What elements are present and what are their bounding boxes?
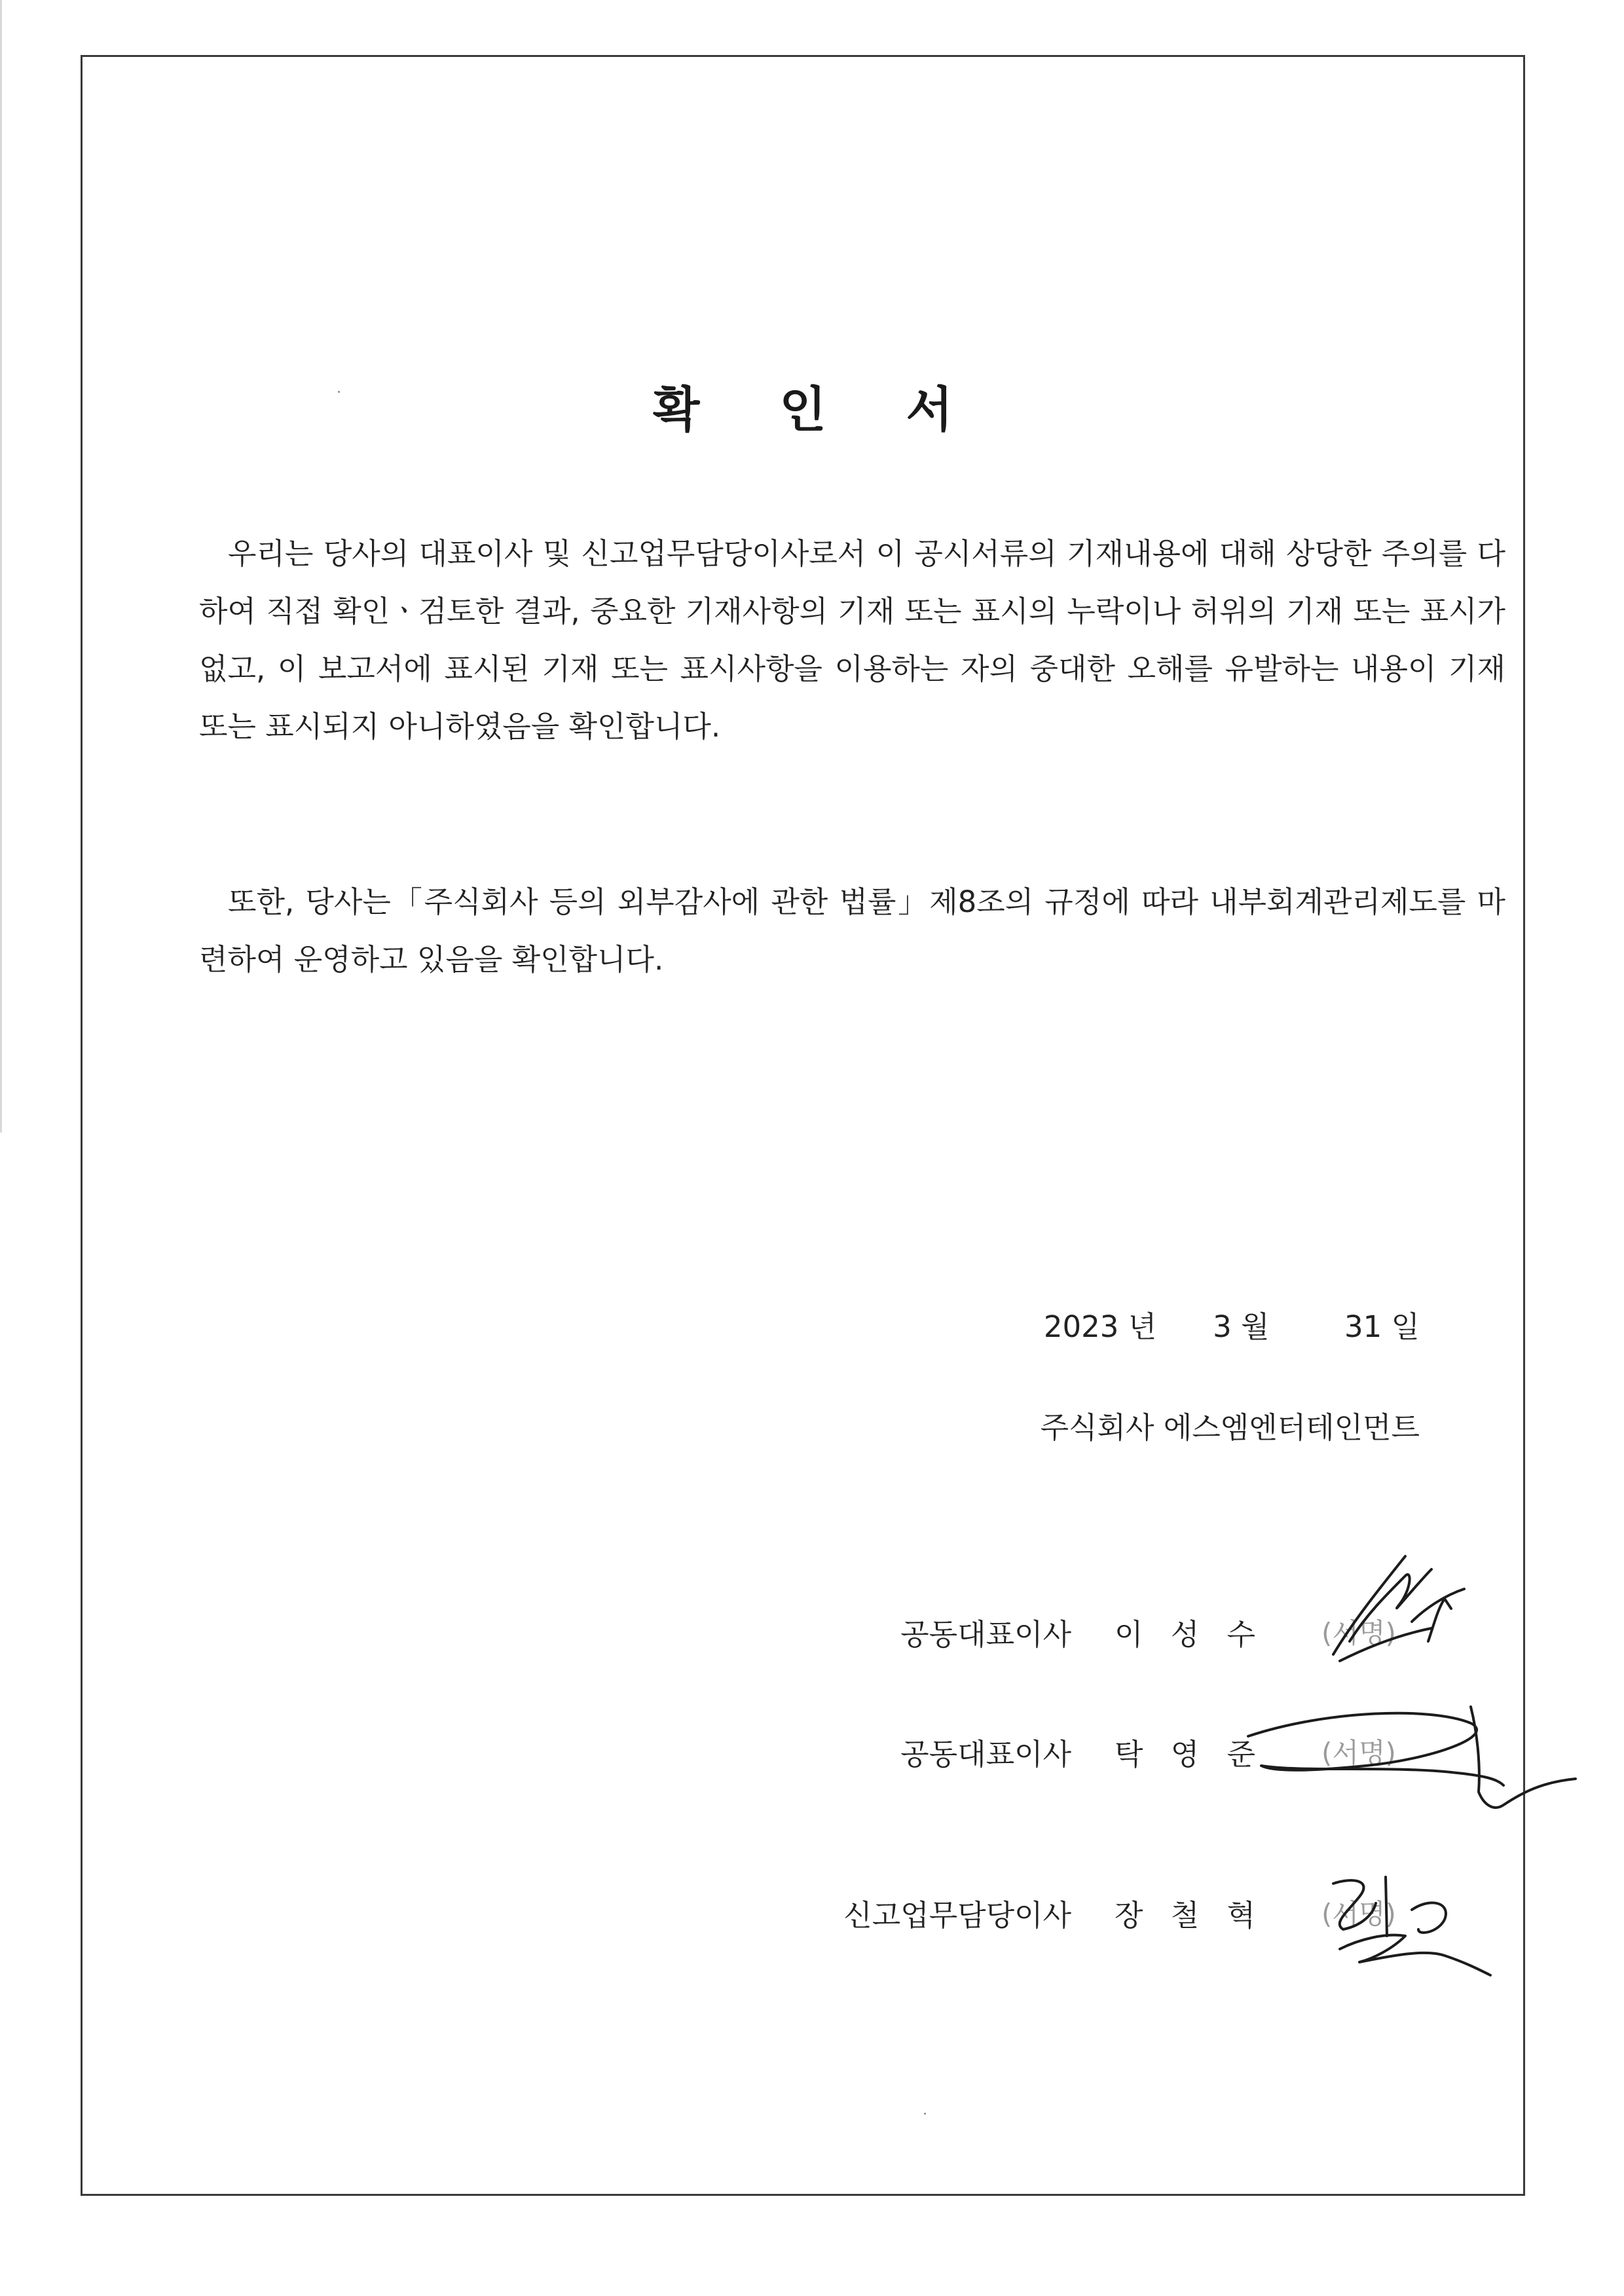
date-year-unit: 년 bbox=[1128, 1309, 1157, 1344]
signatory-role: 공동대표이사 bbox=[900, 1617, 1071, 1652]
handwritten-signature-3 bbox=[1314, 1857, 1536, 1988]
document-date bbox=[1044, 1303, 1420, 1345]
signature-placeholder: (서명) bbox=[1321, 1737, 1396, 1769]
date-month: 3 bbox=[1213, 1309, 1232, 1344]
document-frame bbox=[81, 55, 1525, 2196]
internal-control-paragraph: 또한, 당사는「주식회사 등의 외부감사에 관한 법률」제8조의 규정에 따라 내부회계관리제도를 마련하여 운영하고 있음을 확인합니다. bbox=[199, 884, 1505, 977]
signatory-name: 이 성 수 bbox=[1115, 1617, 1265, 1652]
handwritten-signature-2 bbox=[1235, 1674, 1602, 1831]
signature-placeholder: (서명) bbox=[1321, 1898, 1396, 1930]
handwritten-signature-1 bbox=[1314, 1543, 1471, 1687]
signatory-name: 탁 영 준 bbox=[1115, 1737, 1265, 1772]
scan-edge bbox=[0, 0, 2, 1133]
company-name: 주식회사 에스엠엔터테인먼트 bbox=[1040, 1410, 1420, 1445]
signatory-name: 장 철 혁 bbox=[1115, 1898, 1265, 1933]
confirmation-paragraph: 우리는 당사의 대표이사 및 신고업무담당이사로서 이 공시서류의 기재내용에 대해 상당한 주의를 다하여 직접 확인ㆍ검토한 결과, 중요한 기재사항의 기재 또는 표시의 누락이나 허위의 기재 또는 표시가 없고, 이 보고서에 표시된 기재 또는 표시사항을 이용하는 자의 중대한 오해를 유발하는 내용이 기재 또는 표시되지 아니하였음을 확인합니다. bbox=[199, 536, 1505, 744]
signatory-role: 신고업무담당이사 bbox=[843, 1898, 1071, 1933]
document-title: 확 인 서 bbox=[653, 382, 984, 438]
scan-speck bbox=[924, 2113, 926, 2115]
signatory-row bbox=[83, 1604, 1523, 1656]
signature-placeholder: (서명) bbox=[1321, 1617, 1396, 1649]
date-month-unit: 월 bbox=[1241, 1309, 1270, 1344]
signatory-row bbox=[83, 1885, 1523, 1937]
date-day-unit: 일 bbox=[1391, 1309, 1420, 1344]
signatory-role: 공동대표이사 bbox=[900, 1737, 1071, 1772]
date-year: 2023 bbox=[1043, 1309, 1119, 1344]
date-day: 31 bbox=[1344, 1309, 1382, 1344]
